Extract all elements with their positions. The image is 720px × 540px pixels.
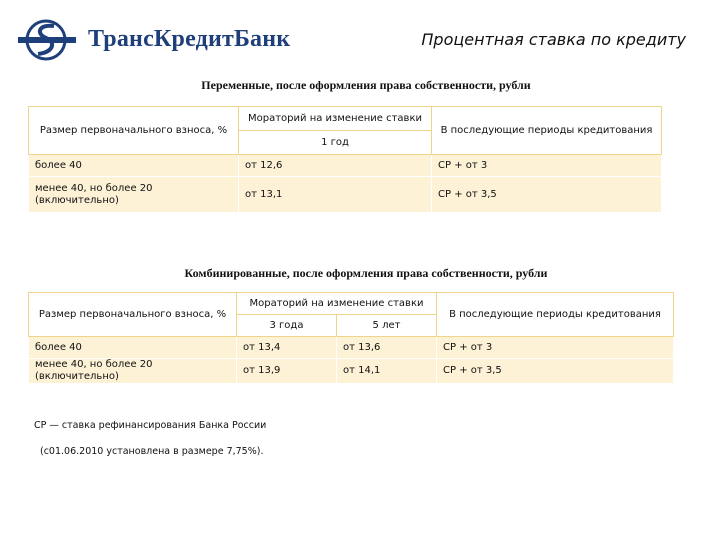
section1-title: Переменные, после оформления права собственности, рубли xyxy=(201,78,531,92)
table-row xyxy=(29,337,674,359)
cell-down-payment: менее 40, но более 20 (включительно) xyxy=(29,177,239,213)
cell-rate-later: СР + от 3 xyxy=(432,155,662,177)
combined-rate-table xyxy=(28,292,674,384)
header-down-payment: Размер первоначального взноса, % xyxy=(29,107,239,155)
footnote-rate-note: (с01.06.2010 установлена в размере 7,75%). xyxy=(40,446,264,457)
cell-rate-5-years: от 13,6 xyxy=(337,337,437,359)
table-row xyxy=(29,359,674,384)
table-header-row xyxy=(29,293,674,315)
table-header-row xyxy=(29,107,662,131)
bank-logo xyxy=(16,18,306,62)
header-later-periods: В последующие периоды кредитования xyxy=(437,293,674,337)
header-moratorium: Мораторий на изменение ставки xyxy=(239,107,432,131)
cell-down-payment: более 40 xyxy=(29,155,239,177)
page-title: Процентная ставка по кредиту xyxy=(421,30,686,49)
header-later-periods: В последующие периоды кредитования xyxy=(432,107,662,155)
cell-down-payment: более 40 xyxy=(29,337,237,359)
cell-rate-3-years: от 13,4 xyxy=(237,337,337,359)
header-moratorium: Мораторий на изменение ставки xyxy=(237,293,437,315)
table-row xyxy=(29,177,662,213)
cell-rate-later: СР + от 3,5 xyxy=(432,177,662,213)
variable-rate-table xyxy=(28,106,662,213)
section2-title: Комбинированные, после оформления права собственности, рубли xyxy=(184,266,548,280)
header-down-payment: Размер первоначального взноса, % xyxy=(29,293,237,337)
header-period-1-year: 1 год xyxy=(239,131,432,155)
footnote-definition: СР — ставка рефинансирования Банка России xyxy=(34,420,267,431)
cell-rate-1-year: от 12,6 xyxy=(239,155,432,177)
cell-rate-later: СР + от 3,5 xyxy=(437,359,674,384)
table-row xyxy=(29,155,662,177)
cell-rate-3-years: от 13,9 xyxy=(237,359,337,384)
bank-logo-icon xyxy=(16,18,78,62)
header-period-3-years: 3 года xyxy=(237,315,337,337)
bank-logo-text: ТрансКредитБанк xyxy=(88,26,291,52)
cell-rate-1-year: от 13,1 xyxy=(239,177,432,213)
cell-down-payment: менее 40, но более 20 (включительно) xyxy=(29,359,237,384)
cell-rate-5-years: от 14,1 xyxy=(337,359,437,384)
cell-rate-later: СР + от 3 xyxy=(437,337,674,359)
header-period-5-years: 5 лет xyxy=(337,315,437,337)
